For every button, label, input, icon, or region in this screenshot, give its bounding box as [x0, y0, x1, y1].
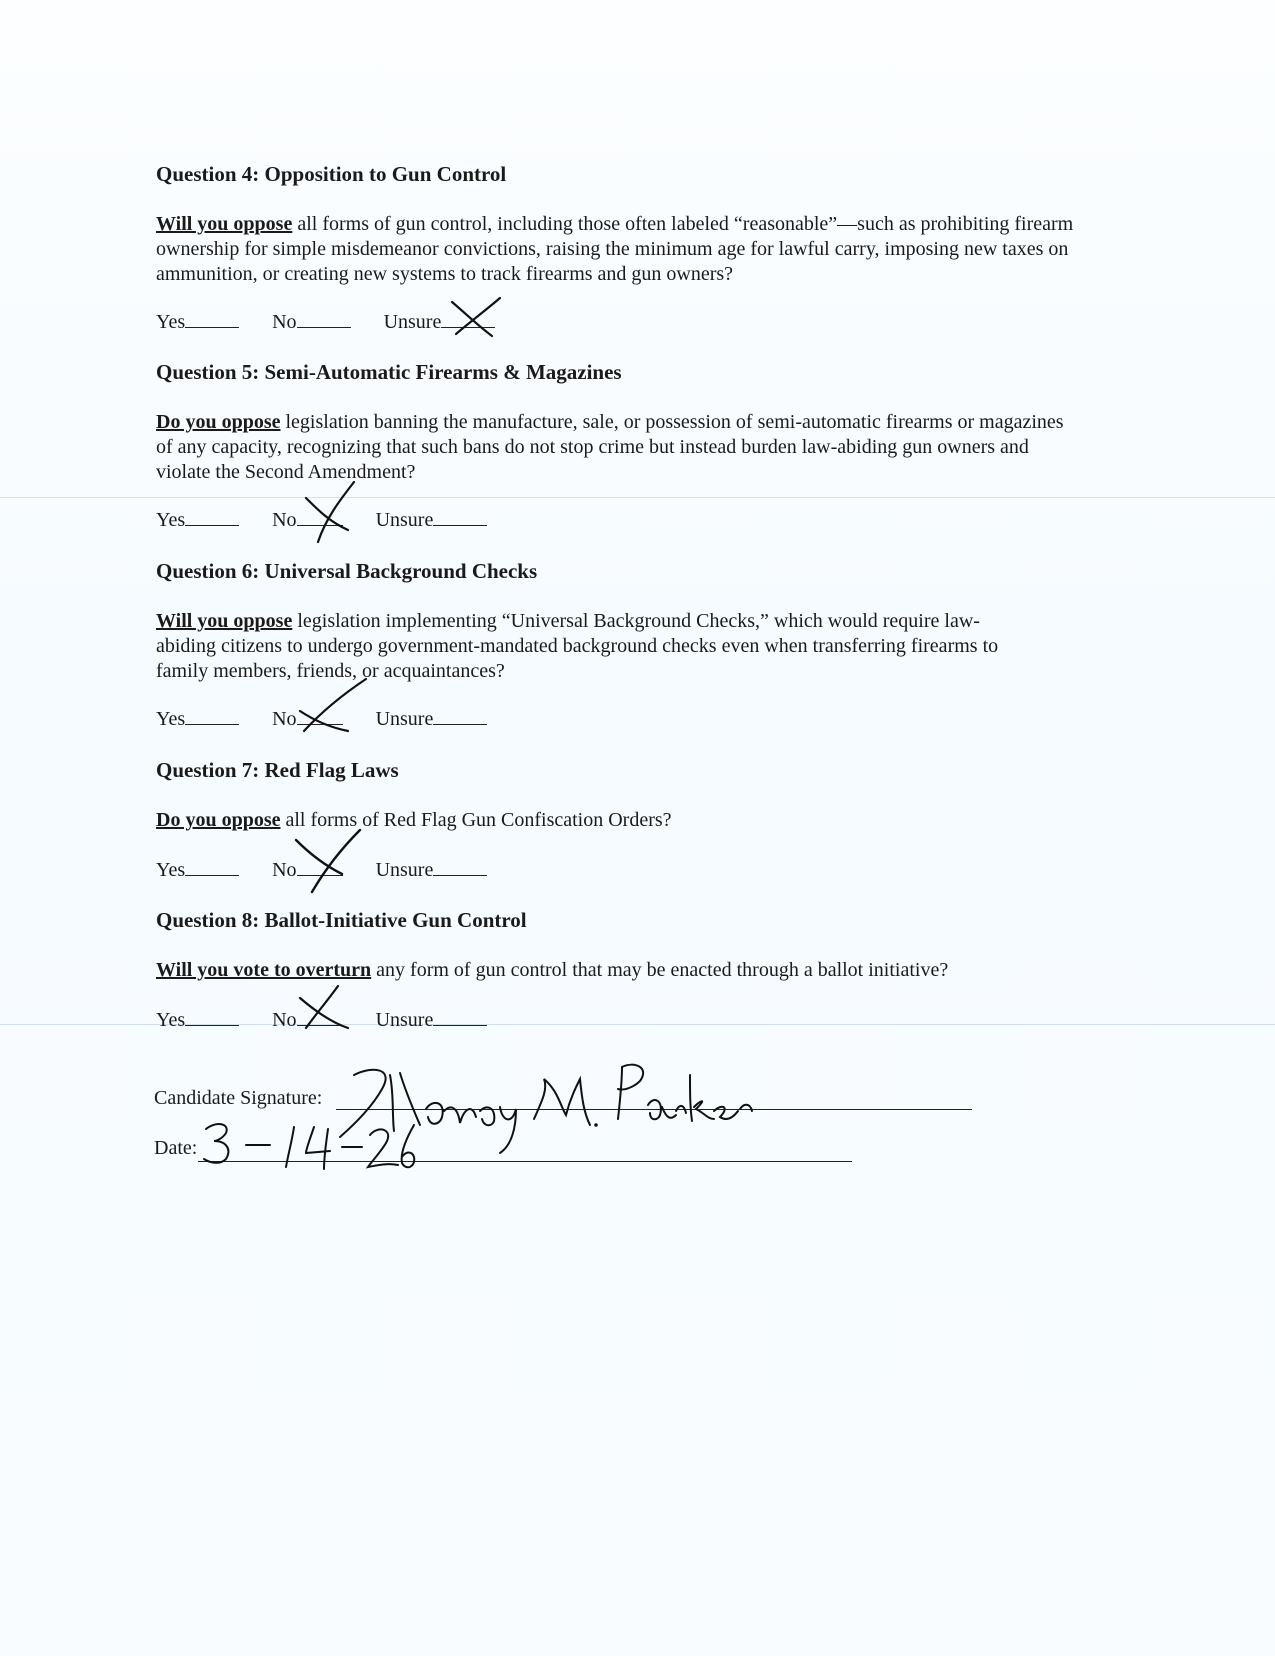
question-lead: Do you oppose — [156, 411, 281, 433]
handwritten-x-mark — [448, 296, 506, 340]
option-label: Yes — [156, 509, 186, 531]
date-label: Date: — [154, 1137, 198, 1159]
question-lead: Will you oppose — [156, 213, 293, 235]
option-label: Unsure — [375, 708, 434, 730]
option-yes[interactable] — [156, 310, 239, 334]
handwritten-date — [202, 1119, 422, 1175]
option-label: Unsure — [375, 859, 434, 881]
option-unsure[interactable] — [384, 310, 496, 334]
answer-blank[interactable] — [185, 508, 239, 526]
handwritten-x-mark — [294, 984, 360, 1032]
answer-options — [156, 707, 515, 731]
question-text — [156, 410, 1076, 485]
option-label: Yes — [156, 708, 186, 730]
signature-section — [154, 1085, 854, 1179]
question-7 — [156, 758, 1116, 881]
option-yes[interactable] — [156, 707, 239, 731]
answer-blank[interactable] — [433, 858, 487, 876]
option-no[interactable] — [272, 310, 350, 334]
signature-label: Candidate Signature: — [154, 1087, 323, 1109]
option-label: Yes — [156, 859, 186, 881]
answer-blank[interactable] — [185, 310, 239, 328]
question-lead: Will you vote to overturn — [156, 959, 372, 981]
handwritten-x-mark — [296, 480, 366, 546]
option-unsure[interactable] — [376, 858, 488, 882]
option-label: No — [272, 1009, 297, 1031]
option-label: No — [272, 708, 297, 730]
option-unsure[interactable] — [376, 707, 488, 731]
option-unsure[interactable] — [376, 1008, 488, 1032]
question-5 — [156, 360, 1116, 531]
answer-blank[interactable] — [185, 858, 239, 876]
answer-blank[interactable] — [433, 1008, 487, 1026]
option-label: No — [272, 509, 297, 531]
option-label: Yes — [156, 311, 186, 333]
option-label: Unsure — [375, 1009, 434, 1031]
answer-options — [156, 310, 523, 334]
option-no[interactable] — [272, 1008, 342, 1032]
answer-options — [156, 1008, 515, 1032]
answer-options — [156, 858, 515, 882]
question-body: legislation implementing “Universal Background Checks,” which would require law-abiding citizens to undergo government-mandated background checks even when transferring firearms to family members, friends, or acquaintances? — [156, 610, 999, 682]
question-title: Question 8: Ballot-Initiative Gun Control — [156, 908, 527, 932]
question-body: legislation banning the manufacture, sale, or possession of semi-automatic firearms or magazines of any capacity, recognizing that such bans do not stop crime but instead burden law-abiding gun owners and violate the Second Amendment? — [156, 411, 1064, 483]
question-title: Question 4: Opposition to Gun Control — [156, 162, 507, 186]
paper-fold-line — [0, 497, 1275, 498]
question-text — [156, 212, 1076, 287]
answer-blank[interactable] — [185, 1008, 239, 1026]
option-no[interactable] — [272, 508, 342, 532]
option-label: Unsure — [383, 311, 442, 333]
question-6 — [156, 559, 1116, 730]
date-row — [154, 1135, 854, 1179]
question-title: Question 7: Red Flag Laws — [156, 758, 399, 782]
option-yes[interactable] — [156, 1008, 239, 1032]
question-body: any form of gun control that may be enacted through a ballot initiative? — [371, 959, 949, 981]
question-title: Question 6: Universal Background Checks — [156, 559, 538, 583]
question-lead: Will you oppose — [156, 610, 293, 632]
option-label: Yes — [156, 1009, 186, 1031]
option-unsure[interactable] — [376, 508, 488, 532]
option-yes[interactable] — [156, 508, 239, 532]
answer-blank[interactable] — [433, 508, 487, 526]
question-body: all forms of gun control, including those often labeled “reasonable”—such as prohibiting firearm ownership for simple misdemeanor convictions, raising the minimum age for lawful carry, imposing new taxes on ammunition, or creating new systems to track firearms and gun owners? — [156, 213, 1074, 285]
answer-blank[interactable] — [433, 707, 487, 725]
question-title: Question 5: Semi-Automatic Firearms & Magazines — [156, 360, 622, 384]
option-label: Unsure — [375, 509, 434, 531]
question-lead: Do you oppose — [156, 809, 281, 831]
question-4 — [156, 162, 1116, 333]
option-label: No — [272, 859, 297, 881]
answer-blank[interactable] — [297, 310, 351, 328]
question-8 — [156, 908, 1116, 1031]
option-no[interactable] — [272, 707, 342, 731]
option-yes[interactable] — [156, 858, 239, 882]
question-text — [156, 609, 1036, 684]
question-text — [156, 958, 1076, 983]
answer-blank[interactable] — [185, 707, 239, 725]
handwritten-x-mark — [292, 677, 372, 737]
option-no[interactable] — [272, 858, 342, 882]
answer-options — [156, 508, 515, 532]
handwritten-x-mark — [286, 828, 366, 898]
question-body: all forms of Red Flag Gun Confiscation Orders? — [280, 809, 672, 831]
option-label: No — [272, 311, 297, 333]
